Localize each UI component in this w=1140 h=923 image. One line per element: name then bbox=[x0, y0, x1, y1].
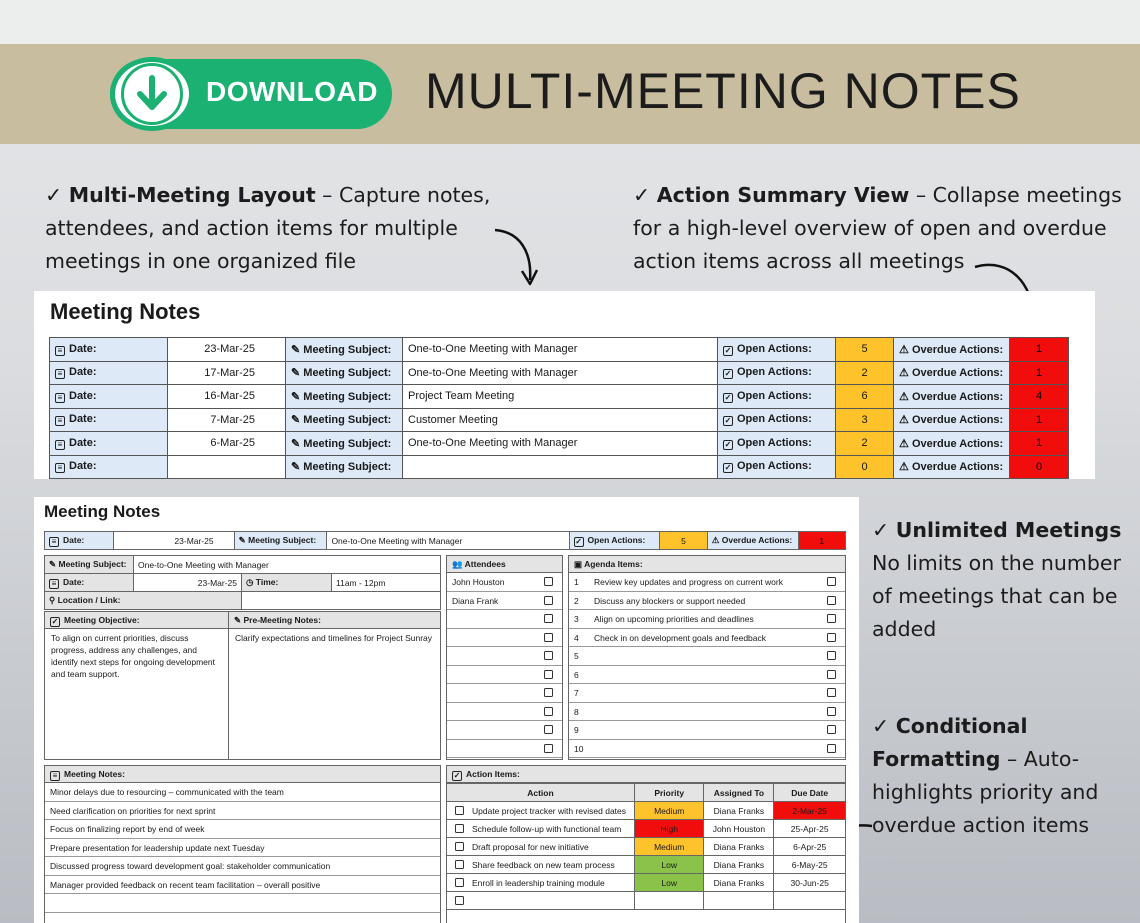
calendar-icon: ≡ bbox=[55, 369, 65, 379]
top-band bbox=[0, 0, 1140, 44]
location-icon: ⚲ bbox=[49, 595, 56, 605]
warning-icon: ⚠ bbox=[899, 461, 909, 474]
clock-icon: ◷ bbox=[246, 577, 254, 587]
pin-icon: ✎ bbox=[291, 461, 301, 474]
pin-icon: ✎ bbox=[238, 535, 246, 545]
overdue-count: 4 bbox=[1010, 385, 1069, 409]
objective-box: ✓ Meeting Objective: To align on current priorities, discuss progress, address any challenges, and identify next steps for ongoing development and team support. bbox=[44, 611, 229, 760]
checkbox[interactable] bbox=[455, 806, 464, 815]
attendee-row[interactable] bbox=[447, 721, 562, 740]
note-row[interactable]: Need clarification on priorities for next sprint bbox=[45, 802, 440, 821]
due-date-cell[interactable]: 6-Apr-25 bbox=[774, 838, 846, 856]
checkbox[interactable] bbox=[455, 842, 464, 851]
checkbox[interactable] bbox=[544, 744, 553, 753]
summary-row: ≡ Date: 7-Mar-25 ✎ Meeting Subject: Customer Meeting ✓ Open Actions: 3 ⚠ Overdue Actions: 1 bbox=[50, 408, 1069, 432]
checkbox[interactable] bbox=[544, 577, 553, 586]
agenda-row[interactable]: 1 Review key updates and progress on current work bbox=[569, 573, 845, 592]
warning-icon: ⚠ bbox=[711, 535, 720, 545]
checkbox-icon: ✓ bbox=[724, 439, 732, 449]
subject-cell[interactable]: One-to-One Meeting with Manager bbox=[403, 432, 718, 456]
calendar-icon: ≡ bbox=[55, 463, 65, 473]
date-cell[interactable]: 16-Mar-25 bbox=[168, 385, 286, 409]
calendar-icon: ≡ bbox=[55, 416, 65, 426]
checkbox[interactable] bbox=[827, 633, 836, 642]
open-count: 0 bbox=[836, 455, 894, 479]
checkbox[interactable] bbox=[544, 633, 553, 642]
download-button[interactable] bbox=[110, 59, 392, 129]
checkbox-icon: ✓ bbox=[724, 369, 732, 379]
subject-cell[interactable]: One-to-One Meeting with Manager bbox=[403, 338, 718, 362]
column-header: Due Date bbox=[774, 784, 846, 802]
assigned-cell[interactable]: Diana Franks bbox=[704, 838, 774, 856]
pin-icon: ✎ bbox=[291, 390, 301, 403]
agenda-row[interactable]: 10 bbox=[569, 740, 845, 759]
overdue-count: 1 bbox=[1010, 361, 1069, 385]
people-icon: 👥 bbox=[452, 559, 463, 569]
open-count: 2 bbox=[836, 432, 894, 456]
action-items-box: ✓ Action Items: Action Priority Assigned To Due Date Update project tracker with revised dates Medium Diana Franks 2-Mar-25 Schedule follow-up with functional team High John Houston 25-Apr-25 Draft proposal for new initiative Medium Diana Franks 6-Apr-25 Share feedback on new team process Low Diana Franks 6-May-25 Enroll in leadership training module Low Diana Franks 30-Jun-25 bbox=[446, 765, 846, 923]
pencil-icon: ✎ bbox=[234, 615, 242, 625]
due-date-cell[interactable]: 25-Apr-25 bbox=[774, 820, 846, 838]
checkbox[interactable] bbox=[455, 896, 464, 905]
subject-cell[interactable] bbox=[403, 455, 718, 479]
note-row[interactable]: Discussed progress toward development goal: stakeholder communication bbox=[45, 857, 440, 876]
feature-conditional: ✓ Conditional Formatting – Auto- highlights priority and overdue action items bbox=[872, 714, 1099, 837]
calendar-icon: ≡ bbox=[55, 393, 65, 403]
checkbox[interactable] bbox=[544, 725, 553, 734]
checkbox[interactable] bbox=[455, 878, 464, 887]
agenda-row[interactable]: 3 Align on upcoming priorities and deadlines bbox=[569, 610, 845, 629]
agenda-row[interactable]: 2 Discuss any blockers or support needed bbox=[569, 592, 845, 611]
checkbox[interactable] bbox=[544, 670, 553, 679]
assigned-cell[interactable]: John Houston bbox=[704, 820, 774, 838]
meeting-info: ✎ Meeting Subject: One-to-One Meeting with Manager ≡ Date: 23-Mar-25 ◷ Time: 11am - 12pm ⚲ Location / Link: bbox=[44, 555, 441, 610]
action-row: Enroll in leadership training module Low Diana Franks 30-Jun-25 bbox=[447, 874, 846, 892]
agenda-row[interactable]: 4 Check in on development goals and feedback bbox=[569, 629, 845, 648]
checkbox[interactable] bbox=[827, 596, 836, 605]
summary-sheet bbox=[34, 291, 1095, 479]
download-icon bbox=[110, 57, 194, 131]
overdue-count: 1 bbox=[1010, 432, 1069, 456]
checkbox-icon: ✓ bbox=[724, 416, 732, 426]
subject-cell[interactable]: One-to-One Meeting with Manager bbox=[403, 361, 718, 385]
attendee-row[interactable]: John Houston bbox=[447, 573, 562, 592]
warning-icon: ⚠ bbox=[899, 414, 909, 427]
priority-cell[interactable]: Medium bbox=[634, 802, 704, 820]
priority-cell[interactable]: High bbox=[634, 820, 704, 838]
column-header: Action bbox=[447, 784, 635, 802]
checkbox[interactable] bbox=[827, 688, 836, 697]
checkbox[interactable] bbox=[544, 688, 553, 697]
checkbox[interactable] bbox=[544, 596, 553, 605]
due-date-cell[interactable]: 30-Jun-25 bbox=[774, 874, 846, 892]
checkbox[interactable] bbox=[544, 707, 553, 716]
column-header: Assigned To bbox=[704, 784, 774, 802]
checkbox[interactable] bbox=[827, 614, 836, 623]
checkbox[interactable] bbox=[544, 614, 553, 623]
action-row: Schedule follow-up with functional team High John Houston 25-Apr-25 bbox=[447, 820, 846, 838]
action-row: Update project tracker with revised dates Medium Diana Franks 2-Mar-25 bbox=[447, 802, 846, 820]
detail-sheet bbox=[34, 497, 859, 923]
calendar-icon: ≡ bbox=[55, 440, 65, 450]
action-items-table bbox=[446, 783, 846, 910]
checkbox[interactable] bbox=[827, 651, 836, 660]
pin-icon: ✎ bbox=[291, 437, 301, 450]
action-header-row bbox=[447, 784, 846, 802]
priority-cell[interactable]: Low bbox=[634, 874, 704, 892]
agenda-row[interactable]: 5 bbox=[569, 647, 845, 666]
summary-row: ≡ Date: 6-Mar-25 ✎ Meeting Subject: One-to-One Meeting with Manager ✓ Open Actions: 2 ⚠ Overdue Actions: 1 bbox=[50, 432, 1069, 456]
checkbox-icon: ✓ bbox=[724, 345, 732, 355]
sheet-title: Meeting Notes bbox=[50, 299, 201, 324]
summary-row: ≡ Date: 17-Mar-25 ✎ Meeting Subject: One-to-One Meeting with Manager ✓ Open Actions: 2 ⚠ Overdue Actions: 1 bbox=[50, 361, 1069, 385]
subject-cell[interactable]: Project Team Meeting bbox=[403, 385, 718, 409]
assigned-cell[interactable]: Diana Franks bbox=[704, 874, 774, 892]
assigned-cell[interactable] bbox=[704, 892, 774, 910]
feature-action-summary: ✓ Action Summary View – Collapse meetings for a high-level overview of open and overdue action items across all meetings bbox=[633, 183, 1122, 273]
action-row: Share feedback on new team process Low Diana Franks 6-May-25 bbox=[447, 856, 846, 874]
priority-cell[interactable]: Low bbox=[634, 856, 704, 874]
note-row[interactable]: Focus on finalizing report by end of week bbox=[45, 820, 440, 839]
open-count: 3 bbox=[836, 408, 894, 432]
arrow-icon bbox=[480, 222, 550, 292]
feature-multi-meeting: ✓ Multi-Meeting Layout – Capture notes, attendees, and action items for multiple meetings in one organized file bbox=[45, 183, 491, 273]
page-title: MULTI-MEETING NOTES bbox=[425, 63, 1021, 119]
agenda-row[interactable]: 6 bbox=[569, 666, 845, 685]
download-label: DOWNLOAD bbox=[206, 76, 378, 107]
calendar-icon: ▣ bbox=[574, 559, 583, 569]
summary-table bbox=[49, 337, 1069, 479]
attendee-row[interactable]: Diana Frank bbox=[447, 592, 562, 611]
note-row[interactable]: Manager provided feedback on recent team facilitation – overall positive bbox=[45, 876, 440, 895]
attendee-row[interactable] bbox=[447, 684, 562, 703]
attendee-row[interactable] bbox=[447, 740, 562, 759]
pin-icon: ✎ bbox=[291, 343, 301, 356]
pin-icon: ✎ bbox=[49, 559, 57, 569]
agenda-box: ▣ Agenda Items: 1 Review key updates and progress on current work 2 Discuss any blockers or support needed 3 Align on upcoming priorities and deadlines 4 Check in on development goals and feedback 5 6 7 8 9 10 bbox=[568, 555, 846, 760]
checkbox[interactable] bbox=[827, 744, 836, 753]
note-row[interactable]: Minor delays due to resourcing – communicated with the team bbox=[45, 783, 440, 802]
checkbox[interactable] bbox=[455, 824, 464, 833]
checkbox[interactable] bbox=[827, 577, 836, 586]
subject-cell[interactable]: Customer Meeting bbox=[403, 408, 718, 432]
checkbox-icon: ✓ bbox=[724, 392, 732, 402]
checkbox[interactable] bbox=[827, 707, 836, 716]
pin-icon: ✎ bbox=[291, 414, 301, 427]
feature-unlimited: ✓ Unlimited Meetings No limits on the number of meetings that can be added bbox=[872, 518, 1122, 641]
column-header: Priority bbox=[634, 784, 704, 802]
overdue-count: 1 bbox=[1010, 408, 1069, 432]
due-date-cell[interactable]: 6-May-25 bbox=[774, 856, 846, 874]
assigned-cell[interactable]: Diana Franks bbox=[704, 856, 774, 874]
assigned-cell[interactable]: Diana Franks bbox=[704, 802, 774, 820]
note-row[interactable]: Prepare presentation for leadership update next Tuesday bbox=[45, 839, 440, 858]
action-row bbox=[447, 892, 846, 910]
detail-summary-row: ≡ Date: 23-Mar-25 ✎ Meeting Subject: One-to-One Meeting with Manager ✓ Open Actions: 5 ⚠ Overdue Actions: 1 bbox=[44, 531, 846, 550]
checkbox[interactable] bbox=[827, 725, 836, 734]
priority-cell[interactable]: Medium bbox=[634, 838, 704, 856]
warning-icon: ⚠ bbox=[899, 390, 909, 403]
sheet-title: Meeting Notes bbox=[44, 502, 161, 521]
agenda-row[interactable]: 9 bbox=[569, 721, 845, 740]
agenda-row[interactable]: 8 bbox=[569, 703, 845, 722]
priority-cell[interactable] bbox=[634, 892, 704, 910]
calendar-icon: ≡ bbox=[55, 346, 65, 356]
action-row: Draft proposal for new initiative Medium Diana Franks 6-Apr-25 bbox=[447, 838, 846, 856]
checkbox[interactable] bbox=[455, 860, 464, 869]
warning-icon: ⚠ bbox=[899, 343, 909, 356]
summary-row: ≡ Date: 16-Mar-25 ✎ Meeting Subject: Project Team Meeting ✓ Open Actions: 6 ⚠ Overdue Actions: 4 bbox=[50, 385, 1069, 409]
open-count: 2 bbox=[836, 361, 894, 385]
overdue-count: 1 bbox=[1010, 338, 1069, 362]
date-cell[interactable]: 17-Mar-25 bbox=[168, 361, 286, 385]
attendee-row[interactable] bbox=[447, 629, 562, 648]
date-cell[interactable]: 6-Mar-25 bbox=[168, 432, 286, 456]
summary-row: ≡ Date: 23-Mar-25 ✎ Meeting Subject: One-to-One Meeting with Manager ✓ Open Actions: 5 ⚠ Overdue Actions: 1 bbox=[50, 338, 1069, 362]
warning-icon: ⚠ bbox=[899, 437, 909, 450]
warning-icon: ⚠ bbox=[899, 367, 909, 380]
checkbox[interactable] bbox=[827, 670, 836, 679]
meeting-notes-box: ≡ Meeting Notes: Minor delays due to resourcing – communicated with the team Need clarification on priorities for next sprint Focus on finalizing report by end of week Prepare presentation for leadership update next Tuesday Discussed progress toward development goal: stakeholder communication Manager provided feedback on recent team facilitation – overall positive bbox=[44, 765, 441, 923]
open-count: 5 bbox=[836, 338, 894, 362]
pre-meeting-box: ✎ Pre-Meeting Notes: Clarify expectations and timelines for Project Sunray bbox=[228, 611, 441, 760]
due-date-cell[interactable] bbox=[774, 892, 846, 910]
date-cell[interactable]: 7-Mar-25 bbox=[168, 408, 286, 432]
note-row[interactable] bbox=[45, 894, 440, 913]
attendee-row[interactable] bbox=[447, 647, 562, 666]
attendee-row[interactable] bbox=[447, 703, 562, 722]
checkbox-icon: ✓ bbox=[724, 463, 732, 473]
due-date-cell[interactable]: 2-Mar-25 bbox=[774, 802, 846, 820]
open-count: 6 bbox=[836, 385, 894, 409]
summary-row: ≡ Date: ✎ Meeting Subject: ✓ Open Actions: 0 ⚠ Overdue Actions: 0 bbox=[50, 455, 1069, 479]
overdue-count: 0 bbox=[1010, 455, 1069, 479]
attendee-row[interactable] bbox=[447, 610, 562, 629]
attendee-row[interactable] bbox=[447, 666, 562, 685]
attendees-box: 👥 Attendees John Houston Diana Frank bbox=[446, 555, 563, 760]
pin-icon: ✎ bbox=[291, 367, 301, 380]
checkbox[interactable] bbox=[544, 651, 553, 660]
date-cell[interactable] bbox=[168, 455, 286, 479]
date-cell[interactable]: 23-Mar-25 bbox=[168, 338, 286, 362]
agenda-row[interactable]: 7 bbox=[569, 684, 845, 703]
